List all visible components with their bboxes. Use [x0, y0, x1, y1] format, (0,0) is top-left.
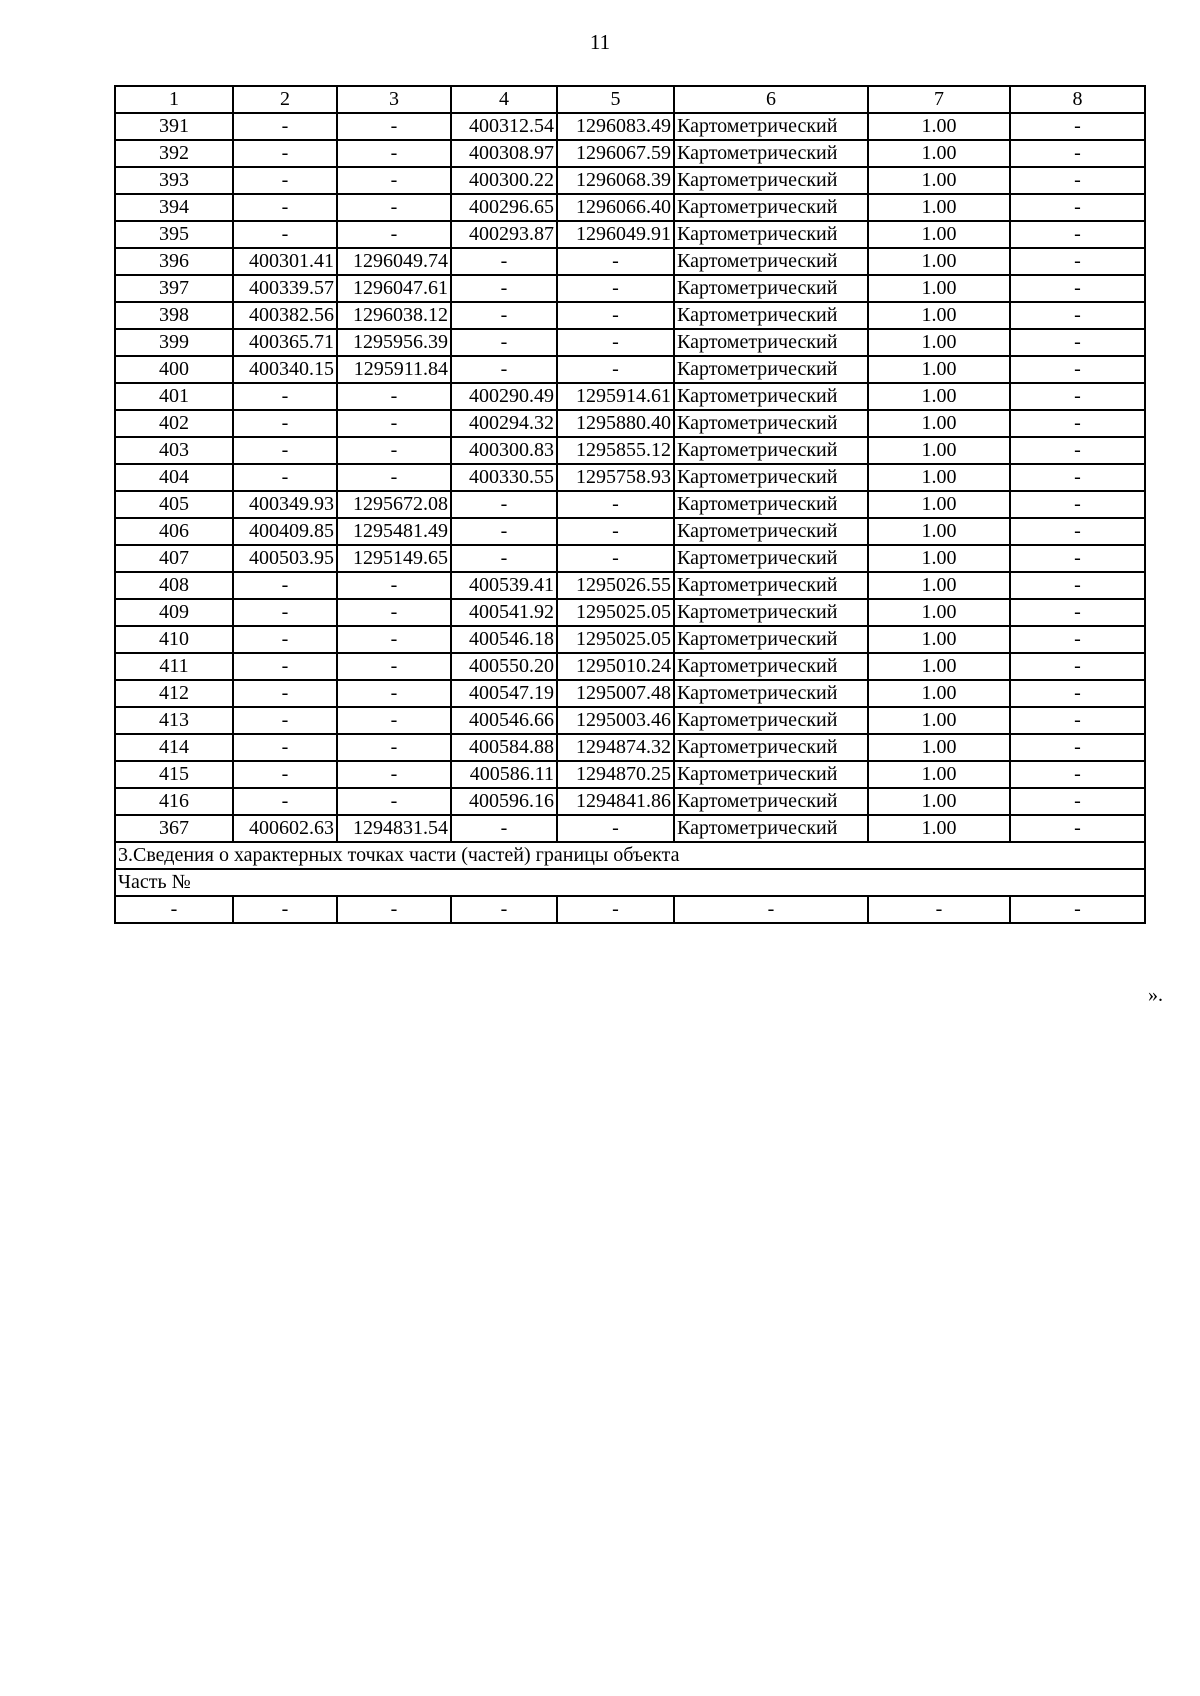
table-cell: - — [557, 275, 674, 302]
column-header: 1 — [115, 86, 233, 113]
table-cell: 400 — [115, 356, 233, 383]
table-cell: 400301.41 — [233, 248, 337, 275]
table-cell: 400300.22 — [451, 167, 557, 194]
table-cell: - — [1010, 140, 1145, 167]
table-cell: 1295672.08 — [337, 491, 451, 518]
table-row — [115, 221, 1145, 248]
table-cell: 1296083.49 — [557, 113, 674, 140]
table-cell: - — [1010, 383, 1145, 410]
table-cell: 1.00 — [868, 626, 1010, 653]
table-cell: - — [557, 815, 674, 842]
table-cell: 412 — [115, 680, 233, 707]
table-cell: 400294.32 — [451, 410, 557, 437]
table-row — [115, 113, 1145, 140]
table-cell: Картометрический — [674, 788, 868, 815]
table-cell: - — [233, 680, 337, 707]
table-cell: - — [451, 275, 557, 302]
table-cell: - — [337, 464, 451, 491]
table-cell: - — [451, 356, 557, 383]
table-cell: Картометрический — [674, 437, 868, 464]
table-cell: 403 — [115, 437, 233, 464]
table-cell: 400541.92 — [451, 599, 557, 626]
table-cell: 1.00 — [868, 356, 1010, 383]
table-cell: - — [337, 437, 451, 464]
table-cell: - — [451, 815, 557, 842]
table-cell: 400382.56 — [233, 302, 337, 329]
table-cell: 1296049.91 — [557, 221, 674, 248]
table-cell: 1295911.84 — [337, 356, 451, 383]
table-cell: Картометрический — [674, 572, 868, 599]
table-row — [115, 248, 1145, 275]
table-cell: 400365.71 — [233, 329, 337, 356]
table-cell: - — [233, 626, 337, 653]
table-cell: - — [1010, 653, 1145, 680]
table-cell: - — [337, 707, 451, 734]
table-cell: 400312.54 — [451, 113, 557, 140]
column-header: 3 — [337, 86, 451, 113]
table-cell: - — [337, 572, 451, 599]
table-cell: - — [1010, 788, 1145, 815]
table-cell: - — [1010, 599, 1145, 626]
table-cell: 400300.83 — [451, 437, 557, 464]
table-header-row — [115, 86, 1145, 113]
table-cell: 1.00 — [868, 572, 1010, 599]
table-cell: 402 — [115, 410, 233, 437]
table-cell: - — [1010, 707, 1145, 734]
table-cell: - — [233, 896, 337, 923]
table-row — [115, 383, 1145, 410]
table-cell: - — [1010, 464, 1145, 491]
table-cell: - — [451, 248, 557, 275]
table-cell: 1.00 — [868, 788, 1010, 815]
table-cell: - — [337, 788, 451, 815]
table-cell: 1.00 — [868, 680, 1010, 707]
table-cell: 1294841.86 — [557, 788, 674, 815]
coordinates-table — [114, 85, 1146, 924]
table-cell: - — [115, 896, 233, 923]
table-cell: 416 — [115, 788, 233, 815]
table-cell: - — [233, 464, 337, 491]
table-cell: 400290.49 — [451, 383, 557, 410]
table-row — [115, 518, 1145, 545]
table-cell: 1295026.55 — [557, 572, 674, 599]
table-cell: Картометрический — [674, 815, 868, 842]
table-cell: 399 — [115, 329, 233, 356]
table-cell: 1295481.49 — [337, 518, 451, 545]
table-cell: 406 — [115, 518, 233, 545]
table-cell: - — [233, 113, 337, 140]
table-row — [115, 464, 1145, 491]
table-cell: 394 — [115, 194, 233, 221]
table-cell: 400546.18 — [451, 626, 557, 653]
table-cell: - — [337, 113, 451, 140]
table-cell: - — [1010, 626, 1145, 653]
part-label: Часть № — [115, 869, 1145, 896]
table-row — [115, 788, 1145, 815]
table-cell: 396 — [115, 248, 233, 275]
table-cell: 1.00 — [868, 761, 1010, 788]
table-row — [115, 491, 1145, 518]
table-cell: 1.00 — [868, 167, 1010, 194]
table-cell: Картометрический — [674, 329, 868, 356]
table-cell: - — [233, 707, 337, 734]
table-row — [115, 194, 1145, 221]
table-cell: Картометрический — [674, 599, 868, 626]
table-cell: 400339.57 — [233, 275, 337, 302]
table-cell: - — [1010, 302, 1145, 329]
table-cell: - — [1010, 113, 1145, 140]
table-cell: 1.00 — [868, 437, 1010, 464]
table-cell: 1.00 — [868, 545, 1010, 572]
table-cell: Картометрический — [674, 545, 868, 572]
table-cell: Картометрический — [674, 194, 868, 221]
table-cell: - — [337, 761, 451, 788]
table-cell: - — [337, 626, 451, 653]
table-cell: 1295025.05 — [557, 599, 674, 626]
column-header: 4 — [451, 86, 557, 113]
table-cell: - — [557, 356, 674, 383]
table-cell: 1.00 — [868, 707, 1010, 734]
table-row — [115, 599, 1145, 626]
table-cell: 1295855.12 — [557, 437, 674, 464]
table-cell: - — [233, 194, 337, 221]
table-cell: 1296038.12 — [337, 302, 451, 329]
table-cell: 1.00 — [868, 464, 1010, 491]
table-cell: 367 — [115, 815, 233, 842]
table-cell: - — [337, 653, 451, 680]
table-cell: 400596.16 — [451, 788, 557, 815]
table-cell: Картометрический — [674, 761, 868, 788]
table-cell: - — [233, 572, 337, 599]
table-row — [115, 626, 1145, 653]
table-cell: 397 — [115, 275, 233, 302]
table-cell: - — [674, 896, 868, 923]
table-cell: 1296047.61 — [337, 275, 451, 302]
table-cell: 392 — [115, 140, 233, 167]
table-cell: - — [1010, 248, 1145, 275]
table-cell: 1.00 — [868, 599, 1010, 626]
table-cell: 1.00 — [868, 275, 1010, 302]
column-header: 6 — [674, 86, 868, 113]
table-cell: Картометрический — [674, 410, 868, 437]
table-cell: - — [1010, 761, 1145, 788]
table-row — [115, 680, 1145, 707]
table-cell: 393 — [115, 167, 233, 194]
table-cell: Картометрический — [674, 734, 868, 761]
table-cell: Картометрический — [674, 275, 868, 302]
table-cell: Картометрический — [674, 707, 868, 734]
table-cell: Картометрический — [674, 518, 868, 545]
table-cell: Картометрический — [674, 383, 868, 410]
table-row — [115, 707, 1145, 734]
table-cell: Картометрический — [674, 113, 868, 140]
table-cell: - — [233, 653, 337, 680]
table-cell: - — [337, 896, 451, 923]
table-cell: 415 — [115, 761, 233, 788]
closing-quote: ». — [1148, 984, 1163, 1006]
table-cell: - — [1010, 329, 1145, 356]
table-cell: Картометрический — [674, 491, 868, 518]
table-cell: - — [337, 410, 451, 437]
column-header: 5 — [557, 86, 674, 113]
table-row — [115, 734, 1145, 761]
table-cell: - — [337, 167, 451, 194]
section-title: 3.Сведения о характерных точках части (частей) границы объекта — [115, 842, 1145, 869]
table-row — [115, 545, 1145, 572]
table-cell: 1295149.65 — [337, 545, 451, 572]
table-cell: Картометрический — [674, 680, 868, 707]
table-cell: 400349.93 — [233, 491, 337, 518]
table-cell: - — [1010, 572, 1145, 599]
table-cell: 398 — [115, 302, 233, 329]
table-cell: 1.00 — [868, 302, 1010, 329]
table-cell: 411 — [115, 653, 233, 680]
table-cell: - — [233, 140, 337, 167]
table-cell: 409 — [115, 599, 233, 626]
table-cell: 1296066.40 — [557, 194, 674, 221]
table-cell: - — [337, 734, 451, 761]
table-cell: 1295880.40 — [557, 410, 674, 437]
table-cell: 400330.55 — [451, 464, 557, 491]
table-cell: - — [1010, 221, 1145, 248]
table-cell: Картометрический — [674, 140, 868, 167]
table-cell: 400547.19 — [451, 680, 557, 707]
table-cell: - — [233, 410, 337, 437]
table-cell: 1.00 — [868, 815, 1010, 842]
table-cell: - — [337, 599, 451, 626]
table-cell: - — [337, 680, 451, 707]
table-cell: - — [1010, 545, 1145, 572]
table-cell: 1.00 — [868, 491, 1010, 518]
table-cell: 1.00 — [868, 113, 1010, 140]
table-cell: 414 — [115, 734, 233, 761]
table-cell: - — [1010, 734, 1145, 761]
table-row — [115, 302, 1145, 329]
table-cell: 1.00 — [868, 194, 1010, 221]
table-cell: - — [233, 761, 337, 788]
table-cell: 400308.97 — [451, 140, 557, 167]
table-cell: 400602.63 — [233, 815, 337, 842]
table-cell: 395 — [115, 221, 233, 248]
table-cell: 1295010.24 — [557, 653, 674, 680]
table-cell: 400586.11 — [451, 761, 557, 788]
table-cell: 1295914.61 — [557, 383, 674, 410]
table-cell: 1.00 — [868, 518, 1010, 545]
table-cell: - — [233, 167, 337, 194]
table-cell: - — [337, 383, 451, 410]
table-cell: 1295025.05 — [557, 626, 674, 653]
table-cell: Картометрический — [674, 221, 868, 248]
table-cell: 400296.65 — [451, 194, 557, 221]
table-cell: 400584.88 — [451, 734, 557, 761]
table-cell: - — [1010, 167, 1145, 194]
table-cell: 413 — [115, 707, 233, 734]
table-cell: 400550.20 — [451, 653, 557, 680]
table-cell: - — [451, 518, 557, 545]
table-cell: Картометрический — [674, 302, 868, 329]
table-cell: - — [557, 329, 674, 356]
table-cell: - — [557, 491, 674, 518]
table-cell: - — [233, 734, 337, 761]
table-cell: 1295758.93 — [557, 464, 674, 491]
table-row — [115, 275, 1145, 302]
table-cell: - — [233, 599, 337, 626]
table-row — [115, 140, 1145, 167]
table-cell: 410 — [115, 626, 233, 653]
table-cell: Картометрический — [674, 248, 868, 275]
table-row — [115, 572, 1145, 599]
table-cell: 1296049.74 — [337, 248, 451, 275]
table-cell: - — [337, 194, 451, 221]
table-row — [115, 815, 1145, 842]
table-cell: - — [557, 518, 674, 545]
table-cell: 400409.85 — [233, 518, 337, 545]
table-body — [115, 113, 1145, 842]
table-cell: 408 — [115, 572, 233, 599]
table-cell: 400503.95 — [233, 545, 337, 572]
table-cell: Картометрический — [674, 653, 868, 680]
empty-row — [115, 896, 1145, 923]
table-cell: 1.00 — [868, 383, 1010, 410]
table-cell: - — [233, 221, 337, 248]
table-cell: 1295003.46 — [557, 707, 674, 734]
table-cell: 407 — [115, 545, 233, 572]
table-cell: - — [451, 302, 557, 329]
table-cell: Картометрический — [674, 626, 868, 653]
table-cell: - — [451, 329, 557, 356]
page-number: 11 — [589, 30, 611, 54]
table-cell: 391 — [115, 113, 233, 140]
table-cell: 1.00 — [868, 410, 1010, 437]
table-cell: 1.00 — [868, 248, 1010, 275]
table-cell: - — [233, 788, 337, 815]
table-cell: - — [1010, 194, 1145, 221]
table-cell: - — [451, 545, 557, 572]
table-cell: - — [1010, 275, 1145, 302]
table-cell: - — [557, 248, 674, 275]
table-cell: 401 — [115, 383, 233, 410]
table-cell: - — [1010, 356, 1145, 383]
table-row — [115, 761, 1145, 788]
table-cell: 1.00 — [868, 140, 1010, 167]
table-cell: 1295007.48 — [557, 680, 674, 707]
table-cell: 1296067.59 — [557, 140, 674, 167]
table-cell: 1.00 — [868, 653, 1010, 680]
table-cell: - — [557, 302, 674, 329]
table-cell: 405 — [115, 491, 233, 518]
table-cell: - — [337, 140, 451, 167]
table-cell: 1294874.32 — [557, 734, 674, 761]
table-cell: - — [1010, 437, 1145, 464]
table-cell: - — [1010, 680, 1145, 707]
column-header: 2 — [233, 86, 337, 113]
table-cell: 1.00 — [868, 329, 1010, 356]
table-cell: Картометрический — [674, 356, 868, 383]
part-label-row — [115, 869, 1145, 896]
table-cell: 400539.41 — [451, 572, 557, 599]
table-cell: 400340.15 — [233, 356, 337, 383]
table-cell: 400293.87 — [451, 221, 557, 248]
table-cell: 1294870.25 — [557, 761, 674, 788]
column-header: 7 — [868, 86, 1010, 113]
table-cell: - — [451, 896, 557, 923]
table-cell: 1.00 — [868, 734, 1010, 761]
table-cell: - — [1010, 815, 1145, 842]
table-cell: 1295956.39 — [337, 329, 451, 356]
table-cell: - — [233, 437, 337, 464]
table-row — [115, 653, 1145, 680]
table-cell: Картометрический — [674, 167, 868, 194]
table-row — [115, 329, 1145, 356]
table-cell: 1294831.54 — [337, 815, 451, 842]
table-row — [115, 410, 1145, 437]
table-row — [115, 356, 1145, 383]
table-cell: 1296068.39 — [557, 167, 674, 194]
table-cell: 400546.66 — [451, 707, 557, 734]
table-cell: - — [868, 896, 1010, 923]
table-cell: - — [1010, 896, 1145, 923]
table-cell: 404 — [115, 464, 233, 491]
table-cell: - — [233, 383, 337, 410]
table-cell: 1.00 — [868, 221, 1010, 248]
section-title-row — [115, 842, 1145, 869]
table-cell: Картометрический — [674, 464, 868, 491]
table-cell: - — [557, 545, 674, 572]
table-cell: - — [1010, 518, 1145, 545]
table-cell: - — [337, 221, 451, 248]
table-cell: - — [557, 896, 674, 923]
column-header: 8 — [1010, 86, 1145, 113]
table-row — [115, 167, 1145, 194]
table-cell: - — [451, 491, 557, 518]
table-cell: - — [1010, 491, 1145, 518]
table-row — [115, 437, 1145, 464]
table-cell: - — [1010, 410, 1145, 437]
